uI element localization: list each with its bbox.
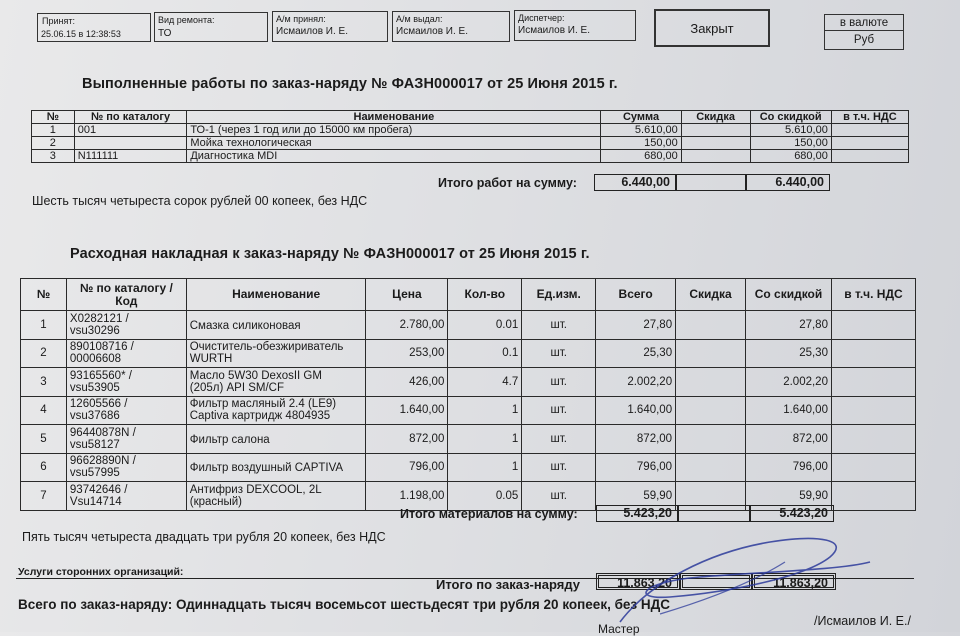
- status-box: [654, 9, 770, 47]
- catalog-code-line: 00006608: [69, 353, 122, 366]
- item-price-line: 872,00: [409, 432, 445, 445]
- item-price: [366, 368, 448, 397]
- table-row: [21, 396, 916, 425]
- item-unit: [522, 311, 596, 340]
- materials-table: [20, 278, 916, 511]
- item-qty-line: 1: [511, 461, 519, 474]
- item-vat: [831, 150, 908, 163]
- item-vat: [831, 425, 915, 454]
- third-party-label: Услуги сторонних организаций:: [18, 566, 184, 578]
- item-price-line: 426,00: [409, 375, 445, 388]
- catalog-code-line: 93165560* /: [69, 369, 132, 382]
- car-received-value: Исмаилов И. Е.: [276, 26, 349, 37]
- item-sum: 150,00: [601, 137, 681, 150]
- item-name: [186, 368, 366, 397]
- catalog-code: [66, 482, 186, 511]
- accepted-box: [37, 13, 151, 42]
- item-discount: [676, 453, 746, 482]
- currency-value: Руб: [853, 34, 875, 46]
- item-price-line: 2.780,00: [399, 318, 445, 331]
- item-qty-line: 0.1: [502, 347, 519, 360]
- catalog-code-line: 890108716 /: [69, 341, 134, 354]
- table-row: [32, 137, 909, 150]
- item-total-line: 2.002,20: [627, 375, 673, 388]
- col-header: Скидка: [676, 279, 746, 311]
- item-name: [186, 396, 366, 425]
- catalog-code-line: vsu37686: [69, 410, 120, 423]
- item-with-discount: [746, 453, 832, 482]
- car-issued-box: [392, 11, 510, 42]
- catalog-number: 001: [74, 124, 187, 137]
- item-total: [596, 339, 676, 368]
- item-name: [186, 339, 366, 368]
- row-number-line: 2: [40, 347, 47, 360]
- item-with-discount: [746, 311, 832, 340]
- item-discount: [676, 396, 746, 425]
- item-total-line: 1.640,00: [627, 404, 673, 417]
- item-qty: [448, 339, 522, 368]
- item-price: [366, 482, 448, 511]
- item-qty-line: 1: [511, 404, 519, 417]
- works-total-with-discount: 6.440,00: [746, 174, 830, 191]
- item-name-line: (205л) API SM/CF: [189, 381, 284, 394]
- works-header-row: [32, 111, 909, 124]
- car-received-label: А/м принял:: [276, 14, 326, 24]
- item-name: Диагностика MDI: [187, 150, 601, 163]
- currency-box: [824, 14, 904, 50]
- item-price-line: 1.640,00: [399, 404, 445, 417]
- item-with-discount-line: 872,00: [792, 432, 828, 445]
- item-with-discount: 5.610,00: [750, 124, 831, 137]
- row-number: 1: [32, 124, 75, 137]
- item-qty-line: 1: [511, 432, 519, 445]
- catalog-code: [66, 453, 186, 482]
- item-qty: [448, 311, 522, 340]
- item-vat: [831, 124, 908, 137]
- item-discount: [676, 368, 746, 397]
- item-vat: [831, 453, 915, 482]
- table-row: [32, 150, 909, 163]
- materials-body: [21, 311, 916, 511]
- item-name-line: (красный): [189, 495, 243, 508]
- works-total-label: Итого работ на сумму:: [438, 176, 577, 190]
- materials-in-words: Пять тысяч четыреста двадцать три рубля 20 копеек, без НДС: [22, 530, 386, 544]
- catalog-code: [66, 311, 186, 340]
- item-discount: [681, 124, 750, 137]
- currency-label: в валюте: [825, 17, 903, 31]
- item-price: [366, 425, 448, 454]
- car-issued-label: А/м выдал:: [396, 14, 443, 24]
- item-with-discount: [746, 425, 832, 454]
- item-vat: [831, 482, 915, 511]
- item-name-line: Антифриз DEXCOOL, 2L: [189, 483, 322, 496]
- catalog-code-line: 12605566 /: [69, 398, 128, 411]
- table-row: [21, 368, 916, 397]
- item-unit-line: шт.: [550, 489, 567, 502]
- item-with-discount: [746, 368, 832, 397]
- item-total: [596, 368, 676, 397]
- catalog-number: N111111: [74, 150, 187, 163]
- item-unit: [522, 368, 596, 397]
- col-header: №: [21, 279, 67, 311]
- row-number: [21, 368, 67, 397]
- item-price: [366, 396, 448, 425]
- works-title: Выполненные работы по заказ-наряду № ФАЗН000017 от 25 Июня 2015 г.: [82, 76, 618, 92]
- col-header: Наименование: [186, 279, 366, 311]
- col-header: № по каталогу / Код: [66, 279, 186, 311]
- item-qty: [448, 396, 522, 425]
- col-header: №: [32, 111, 75, 124]
- item-total-line: 27,80: [643, 318, 673, 331]
- row-number-line: 6: [40, 461, 47, 474]
- item-total: [596, 396, 676, 425]
- item-price-line: 1.198,00: [399, 489, 445, 502]
- materials-title: Расходная накладная к заказ-наряду № ФАЗН000017 от 25 Июня 2015 г.: [70, 246, 590, 262]
- item-qty: [448, 425, 522, 454]
- row-number: [21, 425, 67, 454]
- row-number: [21, 339, 67, 368]
- item-with-discount: [746, 396, 832, 425]
- item-with-discount-line: 25,30: [799, 347, 828, 360]
- dispatcher-value: Исмаилов И. Е.: [518, 25, 591, 36]
- item-unit: [522, 396, 596, 425]
- col-header: Ед.изм.: [522, 279, 596, 311]
- item-total: [596, 311, 676, 340]
- row-number: [21, 311, 67, 340]
- dispatcher-box: [514, 10, 636, 41]
- car-received-box: [272, 11, 388, 42]
- row-number-line: 4: [40, 404, 47, 417]
- catalog-code-line: vsu58127: [69, 438, 120, 451]
- catalog-code-line: X0282121 /: [69, 312, 129, 325]
- status-text: Закрыт: [690, 21, 734, 36]
- item-discount: [676, 425, 746, 454]
- table-row: [21, 425, 916, 454]
- item-price-line: 796,00: [409, 461, 445, 474]
- item-sum: 5.610,00: [601, 124, 681, 137]
- item-with-discount: 150,00: [750, 137, 831, 150]
- col-header: в т.ч. НДС: [831, 111, 908, 124]
- row-number-line: 5: [40, 432, 47, 445]
- item-name: [186, 311, 366, 340]
- item-name: [186, 453, 366, 482]
- item-discount: [676, 311, 746, 340]
- catalog-code: [66, 425, 186, 454]
- works-in-words: Шесть тысяч четыреста сорок рублей 00 копеек, без НДС: [32, 194, 368, 208]
- col-header: № по каталогу: [74, 111, 187, 124]
- col-header: Сумма: [601, 111, 681, 124]
- row-number: [21, 482, 67, 511]
- item-name-line: Масло 5W30 DexosII GM: [189, 369, 322, 382]
- item-name-line: Смазка силиконовая: [189, 319, 301, 332]
- item-name: [186, 482, 366, 511]
- col-header: Скидка: [681, 111, 750, 124]
- item-vat: [831, 339, 915, 368]
- catalog-number: [74, 137, 187, 150]
- item-discount: [676, 339, 746, 368]
- item-with-discount-line: 796,00: [792, 461, 828, 474]
- item-discount: [681, 137, 750, 150]
- item-unit-line: шт.: [550, 347, 567, 360]
- item-unit-line: шт.: [550, 318, 567, 331]
- order-total-sum: 11.863,20: [596, 573, 680, 590]
- catalog-code-line: vsu57995: [69, 467, 120, 480]
- item-vat: [831, 368, 915, 397]
- col-header: Цена: [366, 279, 448, 311]
- item-discount: [681, 150, 750, 163]
- item-qty: [448, 368, 522, 397]
- col-header: Наименование: [187, 111, 601, 124]
- works-table: [31, 110, 909, 163]
- item-unit-line: шт.: [550, 461, 567, 474]
- catalog-code-line: Vsu14714: [69, 495, 122, 508]
- signature-scribble: [610, 522, 910, 632]
- master-name: /Исмаилов И. Е./: [814, 614, 911, 628]
- item-name-line: Captiva картридж 4804935: [189, 410, 331, 423]
- dispatcher-label: Диспетчер:: [518, 13, 565, 23]
- item-name: [186, 425, 366, 454]
- item-qty: [448, 482, 522, 511]
- item-unit: [522, 482, 596, 511]
- materials-total-with-discount: 5.423,20: [750, 505, 834, 522]
- col-header: Со скидкой: [750, 111, 831, 124]
- item-with-discount-line: 59,90: [799, 489, 828, 502]
- row-number: 3: [32, 150, 75, 163]
- row-number-line: 3: [40, 375, 47, 388]
- grand-total-in-words: Всего по заказ-наряду: Одиннадцать тысяч восемьсот шестьдесят три рубля 20 копеек, без НДС: [18, 597, 670, 612]
- row-number: [21, 396, 67, 425]
- catalog-code: [66, 339, 186, 368]
- master-label: Мастер: [598, 622, 640, 636]
- accepted-label: Принят:: [42, 16, 75, 26]
- item-total-line: 796,00: [636, 461, 673, 474]
- item-with-discount-line: 27,80: [799, 318, 828, 331]
- catalog-code-line: vsu53905: [69, 381, 120, 394]
- materials-total-sum: 5.423,20: [596, 505, 678, 522]
- accepted-value: 25.06.15 в 12:38:53: [41, 29, 121, 39]
- item-unit-line: шт.: [550, 432, 567, 445]
- item-total: [596, 425, 676, 454]
- car-issued-value: Исмаилов И. Е.: [396, 26, 469, 37]
- row-number: [21, 453, 67, 482]
- item-name-line: Очиститель-обезжириватель: [189, 341, 344, 354]
- item-total-line: 872,00: [636, 432, 673, 445]
- table-row: [21, 453, 916, 482]
- item-vat: [831, 311, 915, 340]
- works-total-sum: 6.440,00: [594, 174, 676, 191]
- catalog-code-line: 96440878N /: [69, 426, 136, 439]
- order-total-label: Итого по заказ-наряду: [436, 577, 580, 592]
- item-with-discount-line: 1.640,00: [783, 404, 828, 417]
- item-vat: [831, 137, 908, 150]
- item-name-line: WURTH: [189, 353, 233, 366]
- table-row: [21, 339, 916, 368]
- item-name: ТО-1 (через 1 год или до 15000 км пробега): [187, 124, 601, 137]
- col-header: Со скидкой: [746, 279, 832, 311]
- item-unit: [522, 339, 596, 368]
- item-unit: [522, 425, 596, 454]
- item-sum: 680,00: [601, 150, 681, 163]
- catalog-code-line: 93742646 /: [69, 483, 128, 496]
- item-total-line: 59,90: [643, 489, 673, 502]
- row-number: 2: [32, 137, 75, 150]
- col-header: в т.ч. НДС: [831, 279, 915, 311]
- item-price: [366, 453, 448, 482]
- item-qty: [448, 453, 522, 482]
- works-total-discount: [676, 174, 746, 191]
- repair-type-value: ТО: [158, 28, 172, 39]
- item-with-discount-line: 2.002,20: [783, 375, 828, 388]
- item-price: [366, 311, 448, 340]
- catalog-code-line: vsu30296: [69, 324, 120, 337]
- item-price-line: 253,00: [409, 347, 445, 360]
- table-row: [21, 311, 916, 340]
- item-name-line: Фильтр салона: [189, 433, 270, 446]
- item-qty-line: 0.01: [495, 318, 519, 331]
- repair-type-label: Вид ремонта:: [158, 15, 215, 25]
- catalog-code: [66, 368, 186, 397]
- item-total: [596, 453, 676, 482]
- repair-type-box: [154, 12, 268, 42]
- order-total-with-discount: 11.863,20: [752, 573, 836, 590]
- item-vat: [831, 396, 915, 425]
- materials-header-row: [21, 279, 916, 311]
- item-qty-line: 0.05: [495, 489, 519, 502]
- col-header: Всего: [596, 279, 676, 311]
- col-header: Кол-во: [448, 279, 522, 311]
- item-price: [366, 339, 448, 368]
- item-with-discount: [746, 339, 832, 368]
- table-row: [32, 124, 909, 137]
- item-unit-line: шт.: [550, 404, 567, 417]
- item-unit-line: шт.: [550, 375, 567, 388]
- row-number-line: 1: [40, 318, 47, 331]
- item-name-line: Фильтр воздушный CAPTIVA: [189, 462, 344, 475]
- item-qty-line: 4.7: [502, 375, 519, 388]
- catalog-code: [66, 396, 186, 425]
- item-total-line: 25,30: [643, 347, 673, 360]
- materials-total-discount: [678, 505, 750, 522]
- row-number-line: 7: [40, 489, 47, 502]
- item-name-line: Фильтр масляный 2.4 (LE9): [189, 398, 337, 411]
- materials-total-label: Итого материалов на сумму:: [400, 507, 578, 521]
- item-with-discount: 680,00: [750, 150, 831, 163]
- item-name: Мойка технологическая: [187, 137, 601, 150]
- catalog-code-line: 96628890N /: [69, 455, 136, 468]
- item-unit: [522, 453, 596, 482]
